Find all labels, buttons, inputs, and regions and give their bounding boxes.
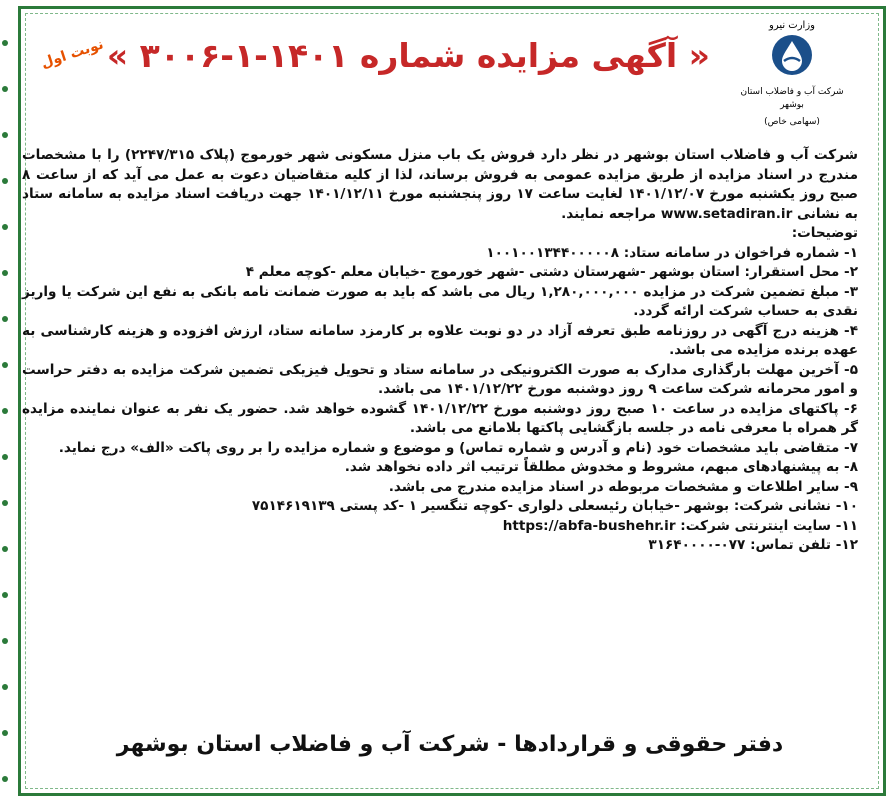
- list-item: ۹- سایر اطلاعات و مشخصات مربوطه در اسناد مزایده مندرج می باشد.: [388, 478, 858, 495]
- website-item[interactable]: ۱۱- سایت اینترنتی شرکت: https://abfa-bushehr.ir: [502, 517, 858, 534]
- intro-paragraph: [22, 146, 858, 224]
- company-type: (سهامی خاص): [764, 117, 820, 127]
- left-margin-dots: [2, 40, 10, 780]
- list-item: ۶- پاکتهای مزایده در ساعت ۱۰ صبح روز دوشنبه مورخ ۱۴۰۱/۱۲/۲۲ گشوده خواهد شد. حضور یک نفر به عنوان نماینده مزایده گر همراه با معرفی نامه در جلسه بازگشایی پاکتها بلامانع می باشد.: [22, 400, 858, 436]
- company-logo: [728, 20, 856, 140]
- company-name: شرکت آب و فاضلاب استان بوشهر: [740, 87, 844, 110]
- list-item: ۸- به پیشنهادهای مبهم، مشروط و مخدوش مطلقاً ترتیب اثر داده نخواهد شد.: [344, 459, 858, 475]
- round-badge: نوبت اول: [39, 36, 106, 72]
- footer-signature: دفتر حقوقی و قراردادها - شرکت آب و فاضلاب استان بوشهر: [116, 732, 784, 757]
- ministry-label: وزارت نیرو: [768, 20, 815, 31]
- intro-text: شرکت آب و فاضلاب استان بوشهر در نظر دارد فروش یک باب منزل مسکونی شهر خورموج (پلاک ۲۲۴۷/۳۱۵) را با مشخصات مندرج در اسناد مزایده از طریق مزایده عمومی به فروش برساند، لذا از کلیه متقاضیان دعوت به عمل می آید که از ساعت ۸ صبح روز یکشنبه مورخ ۱۴۰۱/۱۲/۰۷ لغایت ساعت ۱۷ روز پنجشنبه مورخ ۱۴۰۱/۱۲/۱۱ جهت دریافت اسناد مزایده به سامانه ستاد به نشانی: [22, 147, 858, 222]
- water-drop-logo-icon: [770, 33, 814, 77]
- notes-heading: توضیحات:: [791, 225, 858, 241]
- list-item: ۷- متقاضی باید مشخصات خود (نام و آدرس و شماره تماس) و موضوع و شماره مزایده را بر روی پاکت «الف» درج نماید.: [58, 439, 858, 456]
- ad-title: « آگهی مزایده شماره ۱۴۰۱-۱-۳۰۰۶ »: [106, 36, 710, 75]
- list-item: ۴- هزینه درج آگهی در روزنامه طبق تعرفه آزاد در دو نوبت علاوه بر کارمزد سامانه ستاد، ارزش افزوده و هزینه کارشناسی به عهده برنده مزایده می باشد.: [22, 322, 858, 358]
- list-item: ۳- مبلغ تضمین شرکت در مزایده ۱,۲۸۰,۰۰۰,۰۰۰ ریال می باشد که باید به صورت ضمانت نامه بانکی به نفع این شرکت یا واریز نقدی به حساب شرکت ارائه گردد.: [22, 283, 858, 319]
- list-item: ۱۲- تلفن تماس: ۰۷۷-۳۱۶۴۰۰۰۰: [648, 537, 858, 553]
- ad-body: [22, 146, 858, 556]
- setad-url-link[interactable]: www.setadiran.ir: [660, 205, 793, 222]
- list-item: ۱۰- نشانی شرکت: بوشهر -خیابان رئیسعلی دلواری -کوچه تنگسیر ۱ -کد پستی ۷۵۱۴۶۱۹۱۳۹: [251, 498, 858, 514]
- list-item: ۵- آخرین مهلت بارگذاری مدارک به صورت الکترونیکی در سامانه ستاد و تحویل فیزیکی تضمین شرکت مزایده به دفتر حراست و امور محرمانه شرکت ساعت ۹ روز دوشنبه مورخ ۱۴۰۱/۱۲/۲۲ می باشد.: [22, 361, 858, 397]
- list-item: ۲- محل استقرار: استان بوشهر -شهرستان دشتی -شهر خورموج -خیابان معلم -کوچه معلم ۴: [245, 264, 858, 280]
- list-item: ۱- شماره فراخوان در سامانه ستاد: ۱۰۰۱۰۰۱۳۴۴۰۰۰۰۰۸: [486, 244, 858, 261]
- intro-end: مراجعه نمایند.: [561, 205, 657, 222]
